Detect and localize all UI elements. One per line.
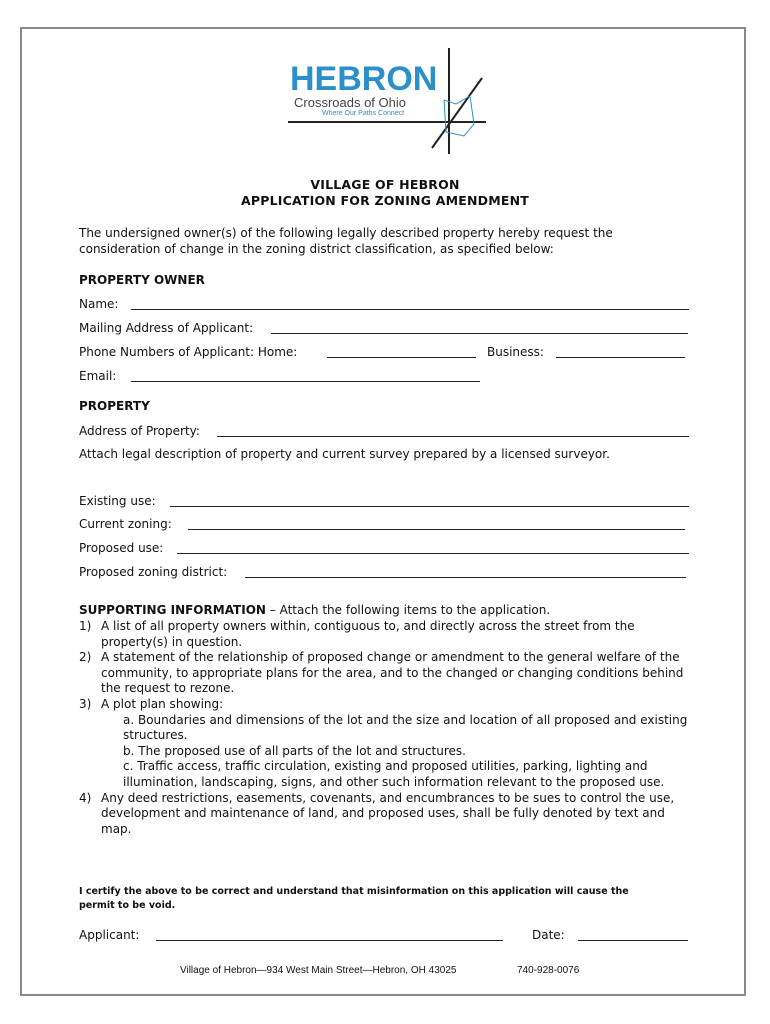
legal-description-note: Attach legal description of property and current survey prepared by a licensed surveyor. [79,447,610,461]
certification-line-2: permit to be void. [79,900,176,911]
phone-business-field[interactable] [556,357,685,358]
phone-business-label: Business: [487,345,544,359]
supporting-info-heading: SUPPORTING INFORMATION [79,603,266,617]
current-zoning-label: Current zoning: [79,517,172,531]
supporting-info-instruction: – Attach the following items to the application. [265,603,551,617]
page-subtitle: APPLICATION FOR ZONING AMENDMENT [241,193,529,208]
list-item: 3) A plot plan showing: [79,696,224,711]
proposed-use-field[interactable] [177,553,689,554]
name-field[interactable] [131,309,689,310]
existing-use-label: Existing use: [79,494,156,508]
list-subitem: b. The proposed use of all parts of the lot and structures. [123,743,466,758]
proposed-district-field[interactable] [245,577,686,578]
page-title: VILLAGE OF HEBRON [310,177,460,192]
hebron-logo [286,44,486,156]
mailing-address-field[interactable] [271,333,688,334]
list-subitem: a. Boundaries and dimensions of the lot and the size and location of all proposed and existing structures. [123,712,688,743]
email-field[interactable] [131,381,480,382]
email-label: Email: [79,369,117,383]
logo-subtagline: Where Our Paths Connect [322,110,405,117]
name-label: Name: [79,297,119,311]
date-field[interactable] [578,940,688,941]
mailing-address-label: Mailing Address of Applicant: [79,321,254,335]
page-border [20,27,746,996]
property-address-field[interactable] [217,436,689,437]
intro-line-2: consideration of change in the zoning district classification, as specified below: [79,242,554,256]
list-item: 4) Any deed restrictions, easements, covenants, and encumbrances to be sues to control the use, development and maintenance of land, and proposed uses, shall be fully denoted by text and map. [79,790,675,836]
list-item: 2) A statement of the relationship of proposed change or amendment to the general welfare of the community, to appropriate plans for the area, and to the changed or changing conditions behind the request to rezone. [79,650,684,696]
proposed-use-label: Proposed use: [79,541,164,555]
applicant-label: Applicant: [79,928,140,942]
applicant-signature-field[interactable] [156,940,503,941]
certification-line-1: I certify the above to be correct and understand that misinformation on this application will cause the [79,886,629,897]
property-heading: PROPERTY [79,399,150,413]
footer-address: Village of Hebron—934 West Main Street—Hebron, OH 43025 [180,965,457,976]
list-subitem: c. Traffic access, traffic circulation, existing and proposed utilities, parking, lighting and illumination, landscaping, signs, and other such information relevant to the proposed use. [123,759,665,789]
property-address-label: Address of Property: [79,424,200,438]
footer-phone: 740-928-0076 [517,965,580,976]
logo-tagline: Crossroads of Ohio [294,95,406,110]
current-zoning-field[interactable] [188,529,685,530]
existing-use-field[interactable] [170,506,689,507]
proposed-district-label: Proposed zoning district: [79,565,228,579]
supporting-info-header [79,603,550,618]
date-label: Date: [532,928,565,942]
list-item: 1) A list of all property owners within, contiguous to, and directly across the street from the property(s) in question. [79,619,635,649]
intro-line-1: The undersigned owner(s) of the following legally described property hereby request the [79,226,613,240]
supporting-info-list [79,619,689,837]
phone-home-field[interactable] [327,357,476,358]
property-owner-heading: PROPERTY OWNER [79,273,205,287]
logo-wordmark: HEBRON [290,60,438,98]
phone-home-label: Phone Numbers of Applicant: Home: [79,345,298,359]
